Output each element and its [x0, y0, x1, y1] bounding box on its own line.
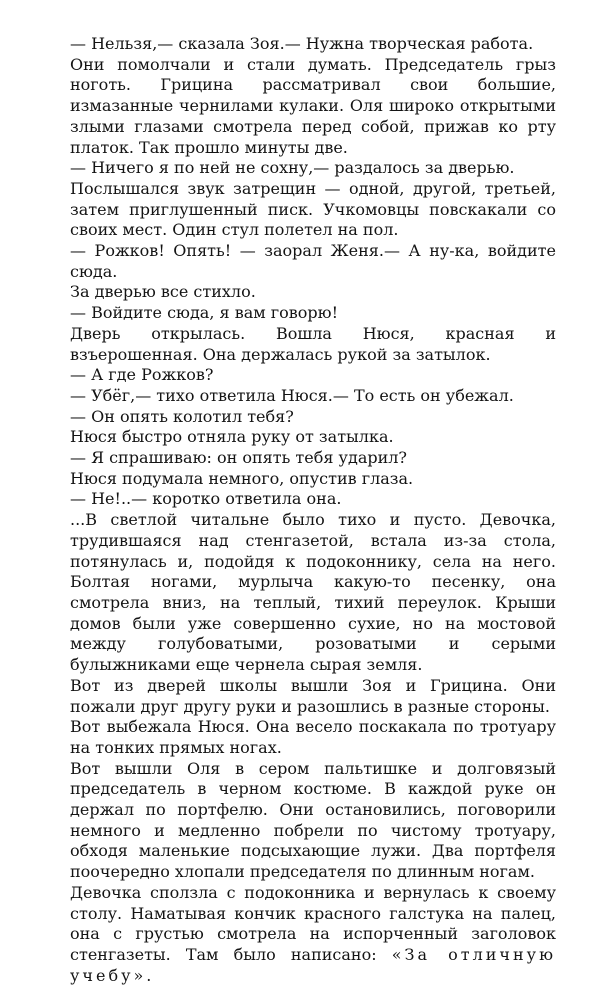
paragraph: — Рожков! Опять! — заорал Женя.— А ну-ка, войдите сюда. [70, 241, 556, 281]
paragraph: ...В светлой читальне было тихо и пусто. Девочка, трудившаяся над стенгазетой, встала из-за стола, потянулась и, подойдя к подоконнику, села на него. Болтая ногами, мурлыча какую-то песенку, она смотрела вниз, на теплый, тихий переулок. Крыши домов были уже совершенно сухие, но на мостовой между голубоватыми, розоватыми и серыми булыжниками еще чернела сырая земля. [70, 510, 556, 675]
paragraph: Дверь открылась. Вошла Нюся, красная и взъерошенная. Она держалась рукой за затылок. [70, 323, 556, 364]
paragraph: Нюся подумала немного, опустив глаза. [70, 468, 414, 488]
paragraph: — Убёг,— тихо ответила Нюся.— То есть он убежал. [70, 385, 514, 405]
paragraph: Они помолчали и стали думать. Председатель грыз ноготь. Грицина рассматривал свои большие, измазанные чернилами кулаки. Оля широко открытыми злыми глазами смотрела перед собой, прижав ко рту платок. Так прошло минуты две. [70, 54, 556, 157]
paragraph-text: Девочка сползла с подоконника и вернулась к своему столу. Наматывая кончик красного галстука на палец, она с грустью смотрела на испорченный заголовок стенгазеты. Там было написано: [70, 882, 556, 964]
paragraph: — Не!..— коротко ответила она. [70, 489, 342, 509]
paragraph: — Он опять колотил тебя? [70, 406, 294, 426]
document-page [70, 34, 556, 986]
paragraph: Вот вышли Оля в сером пальтишке и долговязый председатель в черном костюме. В каждой руке он держал по портфелю. Они остановились, поговорили немного и медленно побрели по чистому тротуару, обходя маленькие подсыхающие лужи. Два портфеля поочередно хлопали председателя по длинным ногам. [70, 758, 556, 882]
newspaper-title-quote: «За отличную учебу». [70, 944, 557, 985]
paragraph: — А где Рожков? [70, 365, 214, 385]
paragraph: — Войдите сюда, я вам говорю! [70, 303, 339, 323]
final-paragraph [70, 883, 556, 986]
paragraph: Вот из дверей школы вышли Зоя и Грицина. Они пожали друг другу руки и разошлись в разные стороны. [70, 675, 556, 716]
paragraph: За дверью все стихло. [70, 282, 256, 302]
paragraph: Нюся быстро отняла руку от затылка. [70, 427, 394, 447]
paragraph: — Я спрашиваю: он опять тебя ударил? [70, 448, 407, 468]
paragraph: — Нельзя,— сказала Зоя.— Нужна творческая работа. [70, 34, 534, 53]
paragraph: Послышался звук затрещин — одной, другой, третьей, затем приглушенный писк. Учкомовцы повскакали со своих мест. Один стул полетел на пол. [70, 178, 556, 240]
paragraph: Вот выбежала Нюся. Она весело поскакала по тротуару на тонких прямых ногах. [70, 717, 556, 757]
paragraph: — Ничего я по ней не сохну,— раздалось за дверью. [70, 158, 515, 178]
